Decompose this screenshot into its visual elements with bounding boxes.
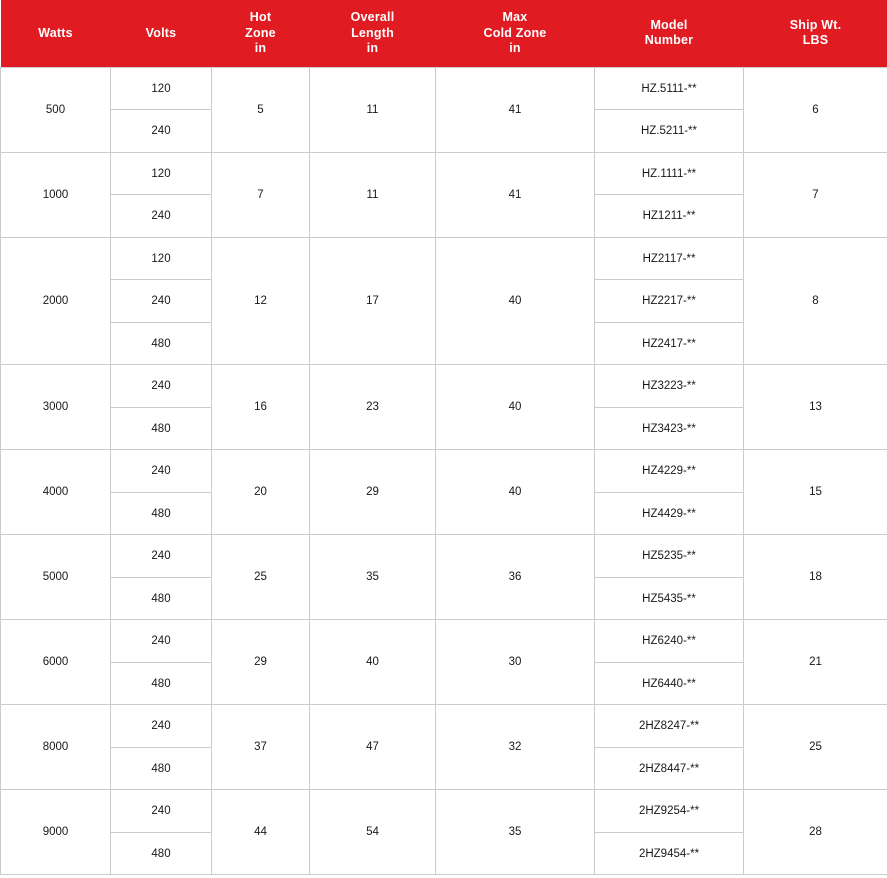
cell-hot-zone: 44 xyxy=(212,790,310,875)
cell-model-number: HZ3423-** xyxy=(595,407,744,450)
column-header-ship-weight-line2: LBS xyxy=(802,33,829,48)
cell-overall-length: 11 xyxy=(310,152,436,237)
cell-volts: 240 xyxy=(111,705,212,748)
cell-model-number: HZ1211-** xyxy=(595,195,744,238)
cell-volts: 120 xyxy=(111,237,212,280)
cell-volts: 240 xyxy=(111,450,212,493)
column-header-max-cold-zone xyxy=(436,0,595,67)
cell-volts: 240 xyxy=(111,535,212,578)
cell-hot-zone: 25 xyxy=(212,535,310,620)
column-header-max-cold-zone-line2: Cold Zone xyxy=(483,25,547,40)
cell-ship-weight: 25 xyxy=(744,705,887,790)
cell-model-number: HZ3223-** xyxy=(595,365,744,408)
table-row xyxy=(1,152,887,195)
cell-model-number: HZ2417-** xyxy=(595,322,744,365)
cell-hot-zone: 12 xyxy=(212,237,310,365)
column-header-model-number xyxy=(595,0,744,67)
cell-ship-weight: 28 xyxy=(744,790,887,875)
cell-watts: 5000 xyxy=(1,535,111,620)
column-header-hot-zone-unit: in xyxy=(254,41,267,56)
cell-model-number: HZ2217-** xyxy=(595,280,744,323)
table-row xyxy=(1,790,887,833)
table-row xyxy=(1,535,887,578)
cell-model-number: HZ6440-** xyxy=(595,662,744,705)
cell-model-number: HZ4429-** xyxy=(595,492,744,535)
column-header-hot-zone-line1: Hot xyxy=(249,10,272,24)
table-row xyxy=(1,620,887,663)
cell-model-number: HZ6240-** xyxy=(595,620,744,663)
column-header-overall-length xyxy=(310,0,436,67)
cell-volts: 120 xyxy=(111,67,212,110)
cell-hot-zone: 5 xyxy=(212,67,310,152)
cell-volts: 480 xyxy=(111,832,212,875)
cell-hot-zone: 29 xyxy=(212,620,310,705)
cell-ship-weight: 21 xyxy=(744,620,887,705)
cell-watts: 4000 xyxy=(1,450,111,535)
cell-overall-length: 54 xyxy=(310,790,436,875)
cell-overall-length: 17 xyxy=(310,237,436,365)
cell-model-number: 2HZ8247-** xyxy=(595,705,744,748)
cell-max-cold-zone: 41 xyxy=(436,67,595,152)
cell-model-number: HZ.5111-** xyxy=(595,67,744,110)
cell-max-cold-zone: 40 xyxy=(436,450,595,535)
cell-overall-length: 40 xyxy=(310,620,436,705)
cell-volts: 480 xyxy=(111,492,212,535)
cell-ship-weight: 13 xyxy=(744,365,887,450)
column-header-model-number-line2: Number xyxy=(644,33,694,48)
cell-overall-length: 29 xyxy=(310,450,436,535)
cell-max-cold-zone: 32 xyxy=(436,705,595,790)
cell-watts: 9000 xyxy=(1,790,111,875)
column-header-watts-label: Watts xyxy=(38,25,73,40)
cell-ship-weight: 15 xyxy=(744,450,887,535)
cell-overall-length: 35 xyxy=(310,535,436,620)
cell-ship-weight: 7 xyxy=(744,152,887,237)
cell-ship-weight: 8 xyxy=(744,237,887,365)
column-header-max-cold-zone-line1: Max xyxy=(502,10,528,24)
cell-hot-zone: 37 xyxy=(212,705,310,790)
cell-volts: 480 xyxy=(111,322,212,365)
cell-max-cold-zone: 41 xyxy=(436,152,595,237)
cell-volts: 240 xyxy=(111,280,212,323)
cell-overall-length: 47 xyxy=(310,705,436,790)
cell-hot-zone: 16 xyxy=(212,365,310,450)
cell-watts: 1000 xyxy=(1,152,111,237)
cell-volts: 480 xyxy=(111,662,212,705)
cell-watts: 2000 xyxy=(1,237,111,365)
cell-volts: 120 xyxy=(111,152,212,195)
cell-model-number: HZ.5211-** xyxy=(595,110,744,153)
cell-volts: 240 xyxy=(111,365,212,408)
table-row xyxy=(1,365,887,408)
table-row xyxy=(1,67,887,110)
column-header-ship-weight-line1: Ship Wt. xyxy=(789,17,842,32)
cell-volts: 240 xyxy=(111,195,212,238)
column-header-volts xyxy=(111,0,212,67)
column-header-model-number-line1: Model xyxy=(650,17,688,32)
column-header-volts-label: Volts xyxy=(145,25,177,40)
column-header-watts xyxy=(1,0,111,67)
cell-volts: 240 xyxy=(111,110,212,153)
table-header-row xyxy=(1,0,887,67)
table-body xyxy=(1,67,887,875)
cell-max-cold-zone: 36 xyxy=(436,535,595,620)
cell-watts: 6000 xyxy=(1,620,111,705)
table-row xyxy=(1,450,887,493)
table-row xyxy=(1,705,887,748)
cell-max-cold-zone: 40 xyxy=(436,237,595,365)
cell-model-number: HZ2117-** xyxy=(595,237,744,280)
cell-max-cold-zone: 30 xyxy=(436,620,595,705)
cell-watts: 3000 xyxy=(1,365,111,450)
cell-ship-weight: 6 xyxy=(744,67,887,152)
cell-ship-weight: 18 xyxy=(744,535,887,620)
column-header-ship-weight xyxy=(744,0,887,67)
cell-volts: 240 xyxy=(111,620,212,663)
cell-overall-length: 11 xyxy=(310,67,436,152)
table-row xyxy=(1,237,887,280)
cell-volts: 480 xyxy=(111,407,212,450)
cell-overall-length: 23 xyxy=(310,365,436,450)
cell-volts: 240 xyxy=(111,790,212,833)
cell-watts: 500 xyxy=(1,67,111,152)
column-header-overall-length-unit: in xyxy=(366,41,379,56)
cell-model-number: 2HZ9454-** xyxy=(595,832,744,875)
cell-model-number: HZ.1111-** xyxy=(595,152,744,195)
cell-max-cold-zone: 40 xyxy=(436,365,595,450)
column-header-overall-length-line1: Overall xyxy=(350,10,395,24)
cell-model-number: HZ4229-** xyxy=(595,450,744,493)
cell-volts: 480 xyxy=(111,577,212,620)
cell-model-number: 2HZ8447-** xyxy=(595,747,744,790)
column-header-overall-length-line2: Length xyxy=(351,25,394,40)
cell-model-number: HZ5435-** xyxy=(595,577,744,620)
cell-watts: 8000 xyxy=(1,705,111,790)
column-header-hot-zone-line2: Zone xyxy=(245,25,276,40)
cell-max-cold-zone: 35 xyxy=(436,790,595,875)
column-header-hot-zone xyxy=(212,0,310,67)
cell-hot-zone: 20 xyxy=(212,450,310,535)
cell-model-number: 2HZ9254-** xyxy=(595,790,744,833)
cell-model-number: HZ5235-** xyxy=(595,535,744,578)
cell-hot-zone: 7 xyxy=(212,152,310,237)
column-header-max-cold-zone-unit: in xyxy=(509,41,521,56)
cell-volts: 480 xyxy=(111,747,212,790)
table-header xyxy=(1,0,887,67)
